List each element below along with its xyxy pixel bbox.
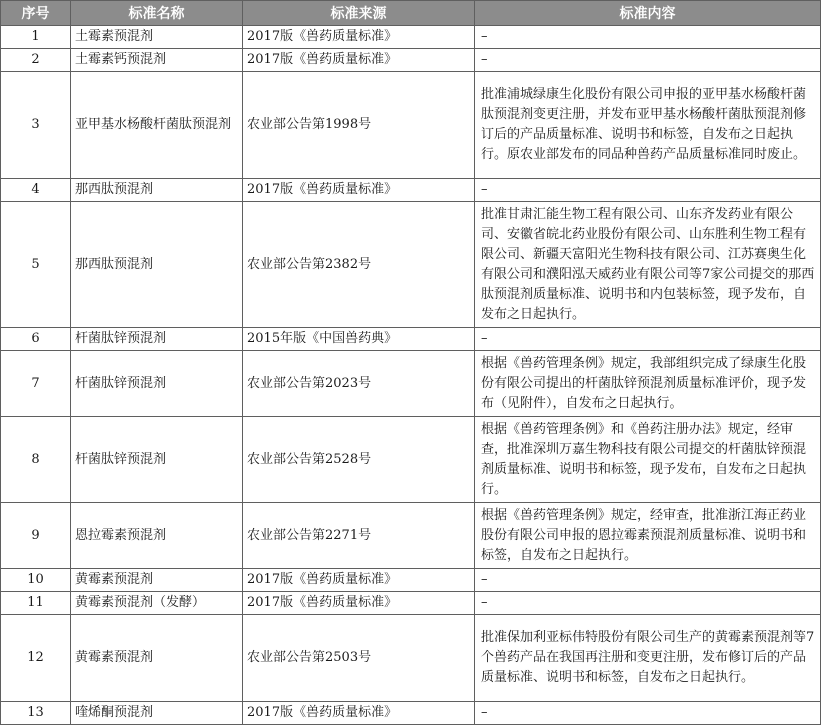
cell-content: 根据《兽药管理条例》规定，我部组织完成了绿康生化股份有限公司提出的杆菌肽锌预混剂质量标准评价，现予发布（见附件），自发布之日起执行。 (475, 351, 821, 417)
cell-content: – (475, 569, 821, 592)
cell-no: 12 (1, 615, 71, 702)
header-source: 标准来源 (243, 1, 475, 26)
cell-name: 黄霉素预混剂 (71, 615, 243, 702)
cell-no: 4 (1, 179, 71, 202)
cell-name: 喹烯酮预混剂 (71, 702, 243, 725)
cell-no: 5 (1, 202, 71, 328)
cell-source: 2017版《兽药质量标准》 (243, 702, 475, 725)
cell-content: – (475, 179, 821, 202)
table-row (1, 49, 821, 72)
cell-source: 2015年版《中国兽药典》 (243, 328, 475, 351)
cell-name: 黄霉素预混剂 (71, 569, 243, 592)
cell-content: 批准保加利亚标伟特股份有限公司生产的黄霉素预混剂等7个兽药产品在我国再注册和变更注册，发布修订后的产品质量标准、说明书和标签，自发布之日起执行。 (475, 615, 821, 702)
cell-source: 2017版《兽药质量标准》 (243, 49, 475, 72)
cell-content: – (475, 49, 821, 72)
cell-name: 杆菌肽锌预混剂 (71, 351, 243, 417)
table-row (1, 72, 821, 179)
cell-no: 8 (1, 417, 71, 503)
table-row (1, 351, 821, 417)
cell-source: 农业部公告第2382号 (243, 202, 475, 328)
cell-no: 1 (1, 26, 71, 49)
cell-no: 7 (1, 351, 71, 417)
cell-content: – (475, 702, 821, 725)
table-row (1, 202, 821, 328)
cell-source: 2017版《兽药质量标准》 (243, 592, 475, 615)
cell-source: 农业部公告第2271号 (243, 503, 475, 569)
table-row (1, 417, 821, 503)
cell-name: 那西肽预混剂 (71, 179, 243, 202)
cell-name: 杆菌肽锌预混剂 (71, 328, 243, 351)
cell-source: 农业部公告第2023号 (243, 351, 475, 417)
header-content: 标准内容 (475, 1, 821, 26)
header-name: 标准名称 (71, 1, 243, 26)
cell-name: 亚甲基水杨酸杆菌肽预混剂 (71, 72, 243, 179)
cell-source: 农业部公告第2503号 (243, 615, 475, 702)
cell-name: 土霉素钙预混剂 (71, 49, 243, 72)
cell-content: – (475, 592, 821, 615)
cell-no: 10 (1, 569, 71, 592)
cell-name: 土霉素预混剂 (71, 26, 243, 49)
cell-name: 那西肽预混剂 (71, 202, 243, 328)
header-row (1, 1, 821, 26)
cell-source: 农业部公告第2528号 (243, 417, 475, 503)
cell-source: 2017版《兽药质量标准》 (243, 569, 475, 592)
cell-name: 恩拉霉素预混剂 (71, 503, 243, 569)
cell-source: 2017版《兽药质量标准》 (243, 26, 475, 49)
table-row (1, 179, 821, 202)
cell-name: 黄霉素预混剂（发酵） (71, 592, 243, 615)
table-row (1, 328, 821, 351)
table-row (1, 592, 821, 615)
cell-no: 2 (1, 49, 71, 72)
cell-content: 根据《兽药管理条例》和《兽药注册办法》规定，经审查，批准深圳万嘉生物科技有限公司提交的杆菌肽锌预混剂质量标准、说明书和标签，现予发布，自发布之日起执行。 (475, 417, 821, 503)
cell-content: – (475, 328, 821, 351)
cell-no: 13 (1, 702, 71, 725)
cell-content: – (475, 26, 821, 49)
cell-content: 批准浦城绿康生化股份有限公司申报的亚甲基水杨酸杆菌肽预混剂变更注册，并发布亚甲基水杨酸杆菌肽预混剂修订后的产品质量标准、说明书和标签，自发布之日起执行。原农业部发布的同品种兽药产品质量标准同时废止。 (475, 72, 821, 179)
cell-no: 6 (1, 328, 71, 351)
table-row (1, 569, 821, 592)
header-no: 序号 (1, 1, 71, 26)
cell-no: 11 (1, 592, 71, 615)
cell-content: 根据《兽药管理条例》规定，经审查，批准浙江海正药业股份有限公司申报的恩拉霉素预混剂质量标准、说明书和标签，自发布之日起执行。 (475, 503, 821, 569)
cell-source: 农业部公告第1998号 (243, 72, 475, 179)
cell-source: 2017版《兽药质量标准》 (243, 179, 475, 202)
table-row (1, 702, 821, 725)
cell-name: 杆菌肽锌预混剂 (71, 417, 243, 503)
table-row (1, 26, 821, 49)
cell-no: 9 (1, 503, 71, 569)
table-row (1, 615, 821, 702)
cell-no: 3 (1, 72, 71, 179)
table-row (1, 503, 821, 569)
cell-content: 批准甘肃汇能生物工程有限公司、山东齐发药业有限公司、安徽省皖北药业股份有限公司、山东胜利生物工程有限公司、新疆天富阳光生物科技有限公司、江苏赛奥生化有限公司和濮阳泓天威药业有限公司等7家公司提交的那西肽预混剂质量标准、说明书和内包装标签，现予发布，自发布之日起执行。 (475, 202, 821, 328)
